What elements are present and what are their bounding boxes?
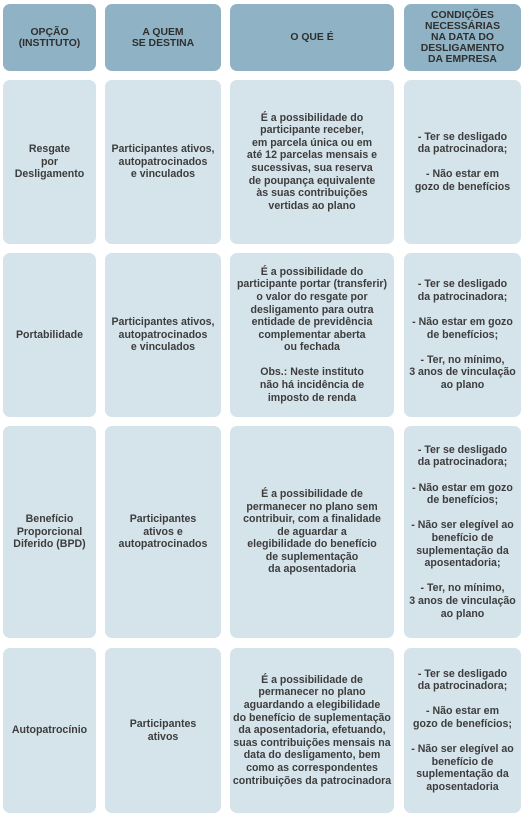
cell-line: DESLIGAMENTO xyxy=(420,43,505,54)
cell-line: - Não ser elegível ao xyxy=(411,743,514,756)
cell-line: da patrocinadora; xyxy=(417,680,508,693)
cell-line: suas contribuições mensais na xyxy=(233,736,391,749)
option-cell-resgate xyxy=(3,80,96,244)
cell-line: por xyxy=(40,155,59,168)
cell-line: ao plano xyxy=(440,607,485,620)
cell-line: e vinculados xyxy=(130,168,196,181)
cell-line: suplementação da xyxy=(416,544,509,557)
header-option xyxy=(3,4,96,71)
cell-line: NA DATA DO xyxy=(431,32,494,43)
conditions-cell-portabilidade xyxy=(404,253,521,417)
what-cell-resgate xyxy=(230,80,394,244)
cell-line: A QUEM xyxy=(142,26,184,38)
cell-line: O QUE É xyxy=(290,32,334,43)
cell-line: É a possibilidade do xyxy=(260,265,364,278)
cell-line: da aposentadoria xyxy=(268,563,356,576)
cell-line: OPÇÃO xyxy=(30,26,69,38)
header-audience xyxy=(105,4,221,71)
cell-line: Participantes ativos, xyxy=(111,143,215,156)
cell-line: benefício de xyxy=(431,532,494,544)
cell-line: de suplementação xyxy=(265,550,359,563)
cell-line: participante portar (transferir) xyxy=(236,278,388,291)
cell-line: ativos e xyxy=(143,525,183,538)
what-cell-bpd xyxy=(230,426,394,638)
cell-line: CONDIÇÕES xyxy=(431,10,494,21)
cell-line: o valor do resgate por xyxy=(256,290,368,303)
cell-line: em parcela única ou em xyxy=(251,136,373,149)
cell-line: benefício de xyxy=(431,755,494,768)
cell-line: suplementação da xyxy=(416,768,509,781)
cell-line: de aguardar a xyxy=(277,525,347,538)
cell-line: - Ter, no mínimo, xyxy=(420,353,505,366)
cell-line: Participantes xyxy=(129,513,197,526)
cell-line: É a possibilidade do xyxy=(260,111,364,124)
cell-line: contribuições da patrocinadora xyxy=(232,774,392,787)
cell-line: entidade de previdência xyxy=(251,316,373,329)
cell-line: aguardando a elegibilidade xyxy=(243,699,381,712)
cell-line: gozo de benefícios xyxy=(414,180,511,193)
cell-line: e vinculados xyxy=(130,341,196,354)
cell-line: É a possibilidade de xyxy=(261,487,363,500)
cell-line: ativos xyxy=(147,730,179,743)
cell-line: Participantes xyxy=(129,717,197,730)
cell-line: - Não estar em gozo xyxy=(412,481,513,494)
cell-line: imposto de renda xyxy=(267,391,357,404)
cell-line: Participantes ativos, xyxy=(111,316,215,329)
cell-line: - Não ser elegível ao xyxy=(411,519,514,532)
cell-line: Autopatrocínio xyxy=(11,724,88,737)
cell-line: como as correspondentes xyxy=(246,761,378,774)
cell-line: Portabilidade xyxy=(15,328,84,341)
cell-line: ao plano xyxy=(440,379,485,392)
cell-line: às suas contribuições xyxy=(256,187,368,200)
cell-line: gozo de benefícios; xyxy=(413,717,512,730)
conditions-cell-resgate xyxy=(404,80,521,244)
cell-line: autopatrocinados xyxy=(118,328,208,341)
option-cell-portabilidade xyxy=(3,253,96,417)
cell-line: contribuir, com a finalidade xyxy=(243,513,381,526)
cell-line: aposentadoria; xyxy=(424,557,501,570)
cell-line: autopatrocinados xyxy=(118,538,208,551)
cell-line: aposentadoria xyxy=(426,780,499,793)
cell-line: - Ter se desligado xyxy=(417,278,508,291)
cell-line: Desligamento xyxy=(14,168,85,181)
cell-line: ou fechada xyxy=(284,341,340,354)
cell-line: do benefício de suplementação xyxy=(233,711,391,724)
cell-line: - Não estar em xyxy=(425,705,499,718)
option-cell-bpd xyxy=(3,426,96,638)
conditions-cell-autopatrocinio xyxy=(404,648,521,813)
cell-line: de benefícios; xyxy=(426,328,499,341)
cell-line: - Não estar em xyxy=(425,168,499,181)
cell-line: - Ter se desligado xyxy=(417,130,508,143)
cell-line: Proporcional xyxy=(16,525,83,538)
cell-line: - Ter se desligado xyxy=(417,443,508,456)
cell-line: da patrocinadora; xyxy=(417,290,508,303)
audience-cell-bpd xyxy=(105,426,221,638)
what-cell-portabilidade xyxy=(230,253,394,417)
cell-line: sucessivas, sua reserva xyxy=(251,162,373,174)
header-what xyxy=(230,4,394,71)
cell-line: 3 anos de vinculação xyxy=(409,366,516,379)
cell-line: de benefícios; xyxy=(426,494,499,507)
cell-line: Benefício xyxy=(25,513,74,526)
cell-line: da patrocinadora; xyxy=(417,456,508,469)
cell-line: (INSTITUTO) xyxy=(18,37,81,49)
cell-line: permanecer no plano xyxy=(258,686,366,699)
cell-line: não há incidência de xyxy=(259,379,365,392)
conditions-cell-bpd xyxy=(404,426,521,638)
cell-line: da patrocinadora; xyxy=(417,143,508,156)
cell-line: DA EMPRESA xyxy=(428,54,497,65)
cell-line: desligamento para outra xyxy=(250,303,374,316)
cell-line: até 12 parcelas mensais e xyxy=(246,149,378,162)
header-conditions xyxy=(404,4,521,71)
cell-line: de poupança equivalente xyxy=(248,174,376,187)
what-cell-autopatrocinio xyxy=(230,648,394,813)
cell-line: elegibilidade do benefício xyxy=(247,538,377,551)
audience-cell-resgate xyxy=(105,80,221,244)
cell-line: complementar aberta xyxy=(258,328,366,341)
option-cell-autopatrocinio xyxy=(3,648,96,813)
cell-line: data do desligamento, bem xyxy=(243,749,381,762)
audience-cell-autopatrocinio xyxy=(105,648,221,813)
audience-cell-portabilidade xyxy=(105,253,221,417)
cell-line: NECESSÁRIAS xyxy=(424,21,501,32)
cell-line: É a possibilidade de xyxy=(261,673,363,686)
cell-line: - Não estar em gozo xyxy=(412,316,513,329)
cell-line: Obs.: Neste instituto xyxy=(260,366,364,379)
cell-line: Resgate xyxy=(28,143,71,156)
cell-line: permanecer no plano sem xyxy=(246,500,378,513)
cell-line: SE DESTINA xyxy=(131,37,195,49)
cell-line: Diferido (BPD) xyxy=(13,538,86,551)
cell-line: - Ter se desligado xyxy=(417,667,508,680)
cell-line: vertidas ao plano xyxy=(268,199,356,212)
cell-line: 3 anos de vinculação xyxy=(409,594,516,607)
cell-line: participante receber, xyxy=(260,124,364,137)
cell-line: da aposentadoria, efetuando, xyxy=(238,724,386,737)
cell-line: - Ter, no mínimo, xyxy=(420,582,505,595)
cell-line: autopatrocinados xyxy=(118,155,208,168)
